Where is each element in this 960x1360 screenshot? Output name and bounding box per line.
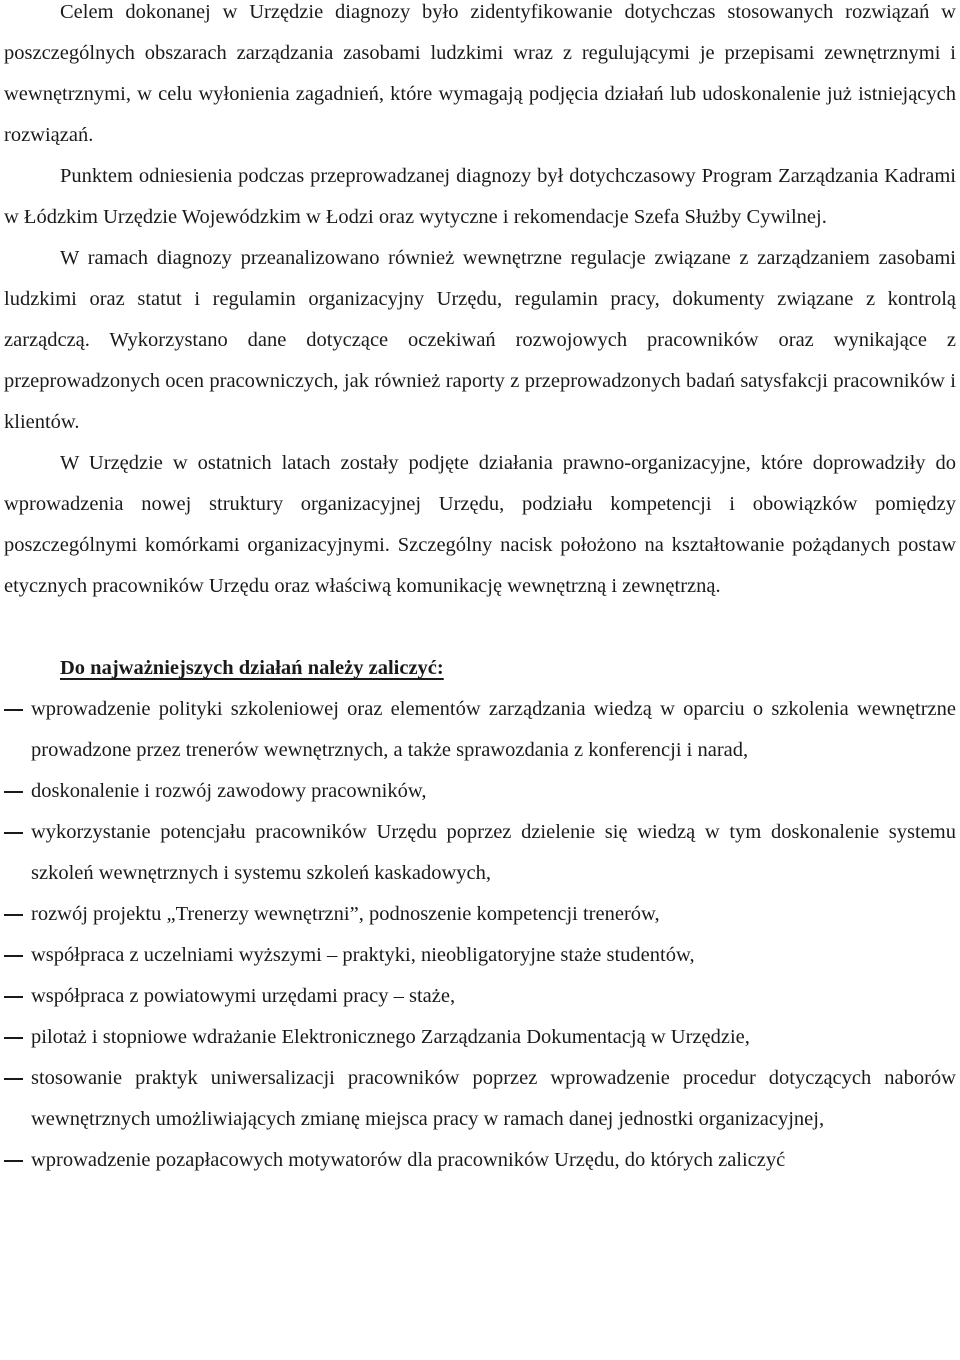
dash-bullet-icon bbox=[4, 955, 23, 957]
list-item bbox=[4, 771, 956, 812]
paragraph-reference-point: Punktem odniesienia podczas przeprowadzanej diagnozy był dotychczasowy Program Zarządzania Kadrami w Łódzkim Urzędzie Wojewódzkim w Łodzi oraz wytyczne i rekomendacje Szefa Służby Cywilnej. bbox=[4, 165, 956, 228]
paragraph-actions-taken: W Urzędzie w ostatnich latach zostały podjęte działania prawno-organizacyjne, które doprowadziły do wprowadzenia nowej struktury organizacyjnej Urzędu, podziału kompetencji i obowiązków pomiędzy poszczególnymi komórkami organizacyjnymi. Szczególny nacisk położono na kształtowanie pożądanych postaw etycznych pracowników Urzędu oraz właściwą komunikację wewnętrzną i zewnętrzną. bbox=[4, 452, 956, 597]
dash-bullet-icon bbox=[4, 996, 23, 998]
list-item-text: wprowadzenie polityki szkoleniowej oraz elementów zarządzania wiedzą w oparciu o szkolenia wewnętrzne prowadzone przez trenerów wewnętrznych, a także sprawozdania z konferencji i narad, bbox=[31, 698, 956, 761]
list-item bbox=[4, 1017, 956, 1058]
dash-bullet-icon bbox=[4, 1037, 23, 1039]
list-item-text: stosowanie praktyk uniwersalizacji pracowników poprzez wprowadzenie procedur dotyczących naborów wewnętrznych umożliwiających zmianę miejsca pracy w ramach danej jednostki organizacyjnej, bbox=[31, 1067, 956, 1130]
dash-bullet-icon bbox=[4, 914, 23, 916]
list-item bbox=[4, 1058, 956, 1140]
list-item-text: współpraca z powiatowymi urzędami pracy – staże, bbox=[31, 985, 456, 1007]
paragraph-diagnosis-goal: Celem dokonanej w Urzędzie diagnozy było zidentyfikowanie dotychczas stosowanych rozwiązań w poszczególnych obszarach zarządzania zasobami ludzkimi wraz z regulującymi je przepisami zewnętrznymi i wewnętrznymi, w celu wyłonienia zagadnień, które wymagają podjęcia działań lub udoskonalenie już istniejących rozwiązań. bbox=[4, 1, 956, 146]
dash-bullet-icon bbox=[4, 1160, 23, 1162]
dash-bullet-icon bbox=[4, 832, 23, 834]
list-item-text: doskonalenie i rozwój zawodowy pracowników, bbox=[31, 780, 427, 802]
list-item-text: rozwój projektu „Trenerzy wewnętrzni”, podnoszenie kompetencji trenerów, bbox=[31, 903, 660, 925]
actions-list bbox=[4, 689, 956, 1181]
list-item-text: współpraca z uczelniami wyższymi – praktyki, nieobligatoryjne staże studentów, bbox=[31, 944, 695, 966]
list-item bbox=[4, 976, 956, 1017]
list-item bbox=[4, 1140, 956, 1181]
dash-bullet-icon bbox=[4, 1078, 23, 1080]
list-item-text: wykorzystanie potencjału pracowników Urzędu poprzez dzielenie się wiedzą w tym doskonalenie systemu szkoleń wewnętrznych i systemu szkoleń kaskadowych, bbox=[31, 821, 956, 884]
list-item bbox=[4, 935, 956, 976]
document-page bbox=[4, 0, 956, 1181]
dash-bullet-icon bbox=[4, 791, 23, 793]
list-item bbox=[4, 812, 956, 894]
dash-bullet-icon bbox=[4, 709, 23, 711]
list-item bbox=[4, 894, 956, 935]
list-item-text: pilotaż i stopniowe wdrażanie Elektronicznego Zarządzania Dokumentacją w Urzędzie, bbox=[31, 1026, 750, 1048]
list-item bbox=[4, 689, 956, 771]
paragraph-analysis-scope: W ramach diagnozy przeanalizowano również wewnętrzne regulacje związane z zarządzaniem zasobami ludzkimi oraz statut i regulamin organizacyjny Urzędu, regulamin pracy, dokumenty związane z kontrolą zarządczą. Wykorzystano dane dotyczące oczekiwań rozwojowych pracowników oraz wynikające z przeprowadzonych ocen pracowniczych, jak również raporty z przeprowadzonych badań satysfakcji pracowników i klientów. bbox=[4, 247, 956, 433]
section-heading: Do najważniejszych działań należy zaliczyć: bbox=[60, 657, 444, 679]
list-item-text: wprowadzenie pozapłacowych motywatorów dla pracowników Urzędu, do których zaliczyć bbox=[31, 1149, 786, 1171]
spacer bbox=[4, 607, 956, 648]
